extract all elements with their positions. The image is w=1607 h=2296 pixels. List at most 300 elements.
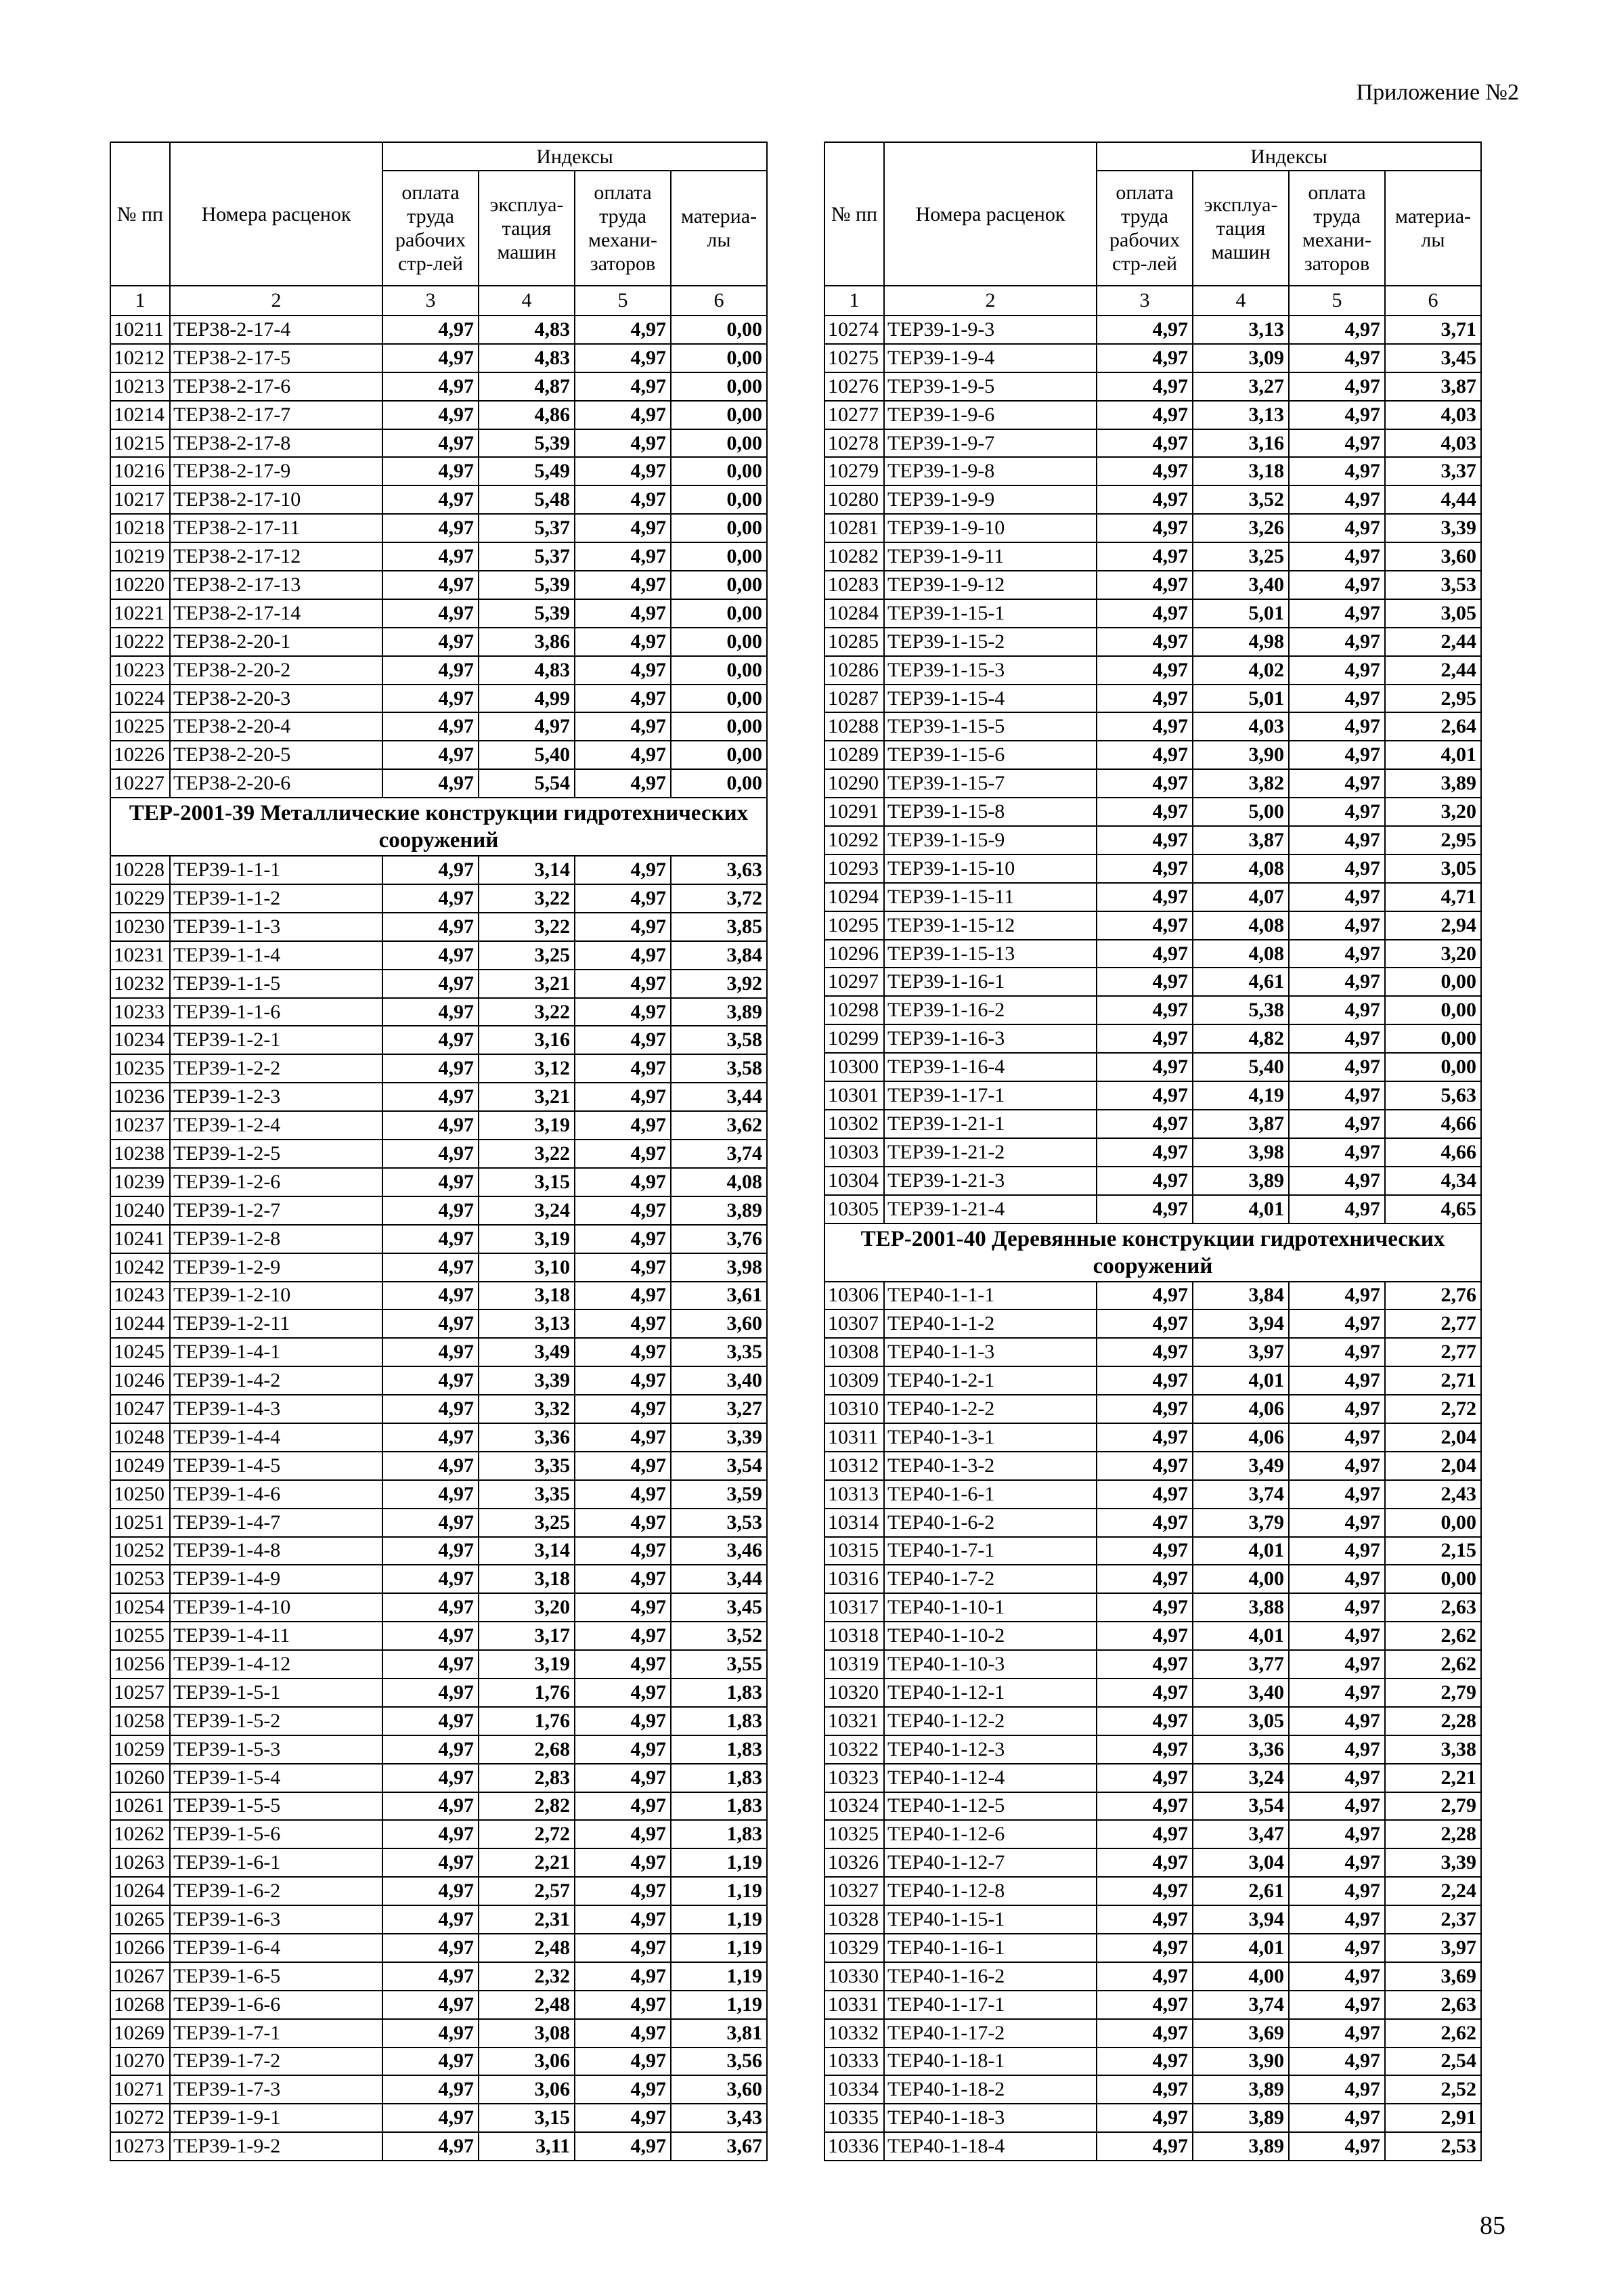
labor-index-cell: 4,97 <box>382 970 479 998</box>
row-number-cell: 10267 <box>110 1962 170 1991</box>
table-row <box>110 1764 767 1792</box>
mechanics-index-cell: 4,97 <box>575 1366 671 1395</box>
labor-index-cell: 4,97 <box>382 685 479 713</box>
materials-index-cell: 1,83 <box>671 1678 767 1707</box>
row-number-cell: 10269 <box>110 2019 170 2048</box>
table-row <box>824 1877 1481 1905</box>
labor-index-cell: 4,97 <box>1097 316 1193 344</box>
rate-code-cell: ТЕР38-2-17-5 <box>170 344 382 372</box>
mechanics-index-cell: 4,97 <box>575 769 671 798</box>
materials-index-cell: 3,60 <box>671 1309 767 1338</box>
materials-index-cell: 3,45 <box>671 1593 767 1622</box>
table-row <box>824 1081 1481 1110</box>
machines-index-cell: 3,18 <box>479 1282 575 1310</box>
materials-index-cell: 3,52 <box>671 1622 767 1650</box>
rate-code-cell: ТЕР39-1-2-8 <box>170 1225 382 1253</box>
row-number-cell: 10226 <box>110 741 170 769</box>
row-number-cell: 10315 <box>824 1537 884 1565</box>
rate-code-cell: ТЕР40-1-16-1 <box>884 1934 1097 1962</box>
table-row <box>824 1110 1481 1138</box>
labor-index-cell: 4,97 <box>1097 798 1193 826</box>
rate-code-cell: ТЕР40-1-12-6 <box>884 1820 1097 1848</box>
materials-index-cell: 3,58 <box>671 1026 767 1054</box>
labor-index-cell: 4,97 <box>382 401 479 429</box>
table-row <box>824 685 1481 713</box>
row-number-cell: 10244 <box>110 1309 170 1338</box>
machines-index-cell: 2,82 <box>479 1792 575 1821</box>
rate-code-cell: ТЕР39-1-4-8 <box>170 1537 382 1565</box>
rate-code-cell: ТЕР39-1-4-5 <box>170 1452 382 1480</box>
rate-code-cell: ТЕР40-1-10-2 <box>884 1622 1097 1650</box>
table-row <box>110 1848 767 1877</box>
table-row <box>110 514 767 542</box>
mechanics-index-cell: 4,97 <box>1289 1905 1385 1934</box>
table-row <box>824 1138 1481 1167</box>
table-row <box>824 1962 1481 1991</box>
labor-index-cell: 4,97 <box>382 1537 479 1565</box>
materials-index-cell: 3,55 <box>671 1650 767 1678</box>
table-row <box>110 599 767 628</box>
table-row <box>824 542 1481 571</box>
row-number-cell: 10294 <box>824 883 884 911</box>
rate-code-cell: ТЕР39-1-15-1 <box>884 599 1097 628</box>
table-row <box>824 1593 1481 1622</box>
machines-index-cell: 3,74 <box>1193 1991 1289 2019</box>
machines-index-cell: 3,19 <box>479 1111 575 1140</box>
mechanics-index-cell: 4,97 <box>1289 1848 1385 1877</box>
table-row <box>110 741 767 769</box>
labor-index-cell: 4,97 <box>1097 656 1193 685</box>
mechanics-index-cell: 4,97 <box>575 1593 671 1622</box>
labor-index-cell: 4,97 <box>382 1026 479 1054</box>
mechanics-index-cell: 4,97 <box>575 1509 671 1537</box>
rate-code-cell: ТЕР40-1-17-2 <box>884 2019 1097 2048</box>
table-row <box>110 685 767 713</box>
rate-code-cell: ТЕР38-2-17-10 <box>170 485 382 514</box>
row-number-cell: 10290 <box>824 769 884 798</box>
mechanics-index-cell: 4,97 <box>575 1934 671 1962</box>
mechanics-index-cell: 4,97 <box>1289 1395 1385 1423</box>
machines-index-cell: 3,39 <box>479 1366 575 1395</box>
row-number-cell: 10235 <box>110 1054 170 1083</box>
rate-code-cell: ТЕР40-1-2-2 <box>884 1395 1097 1423</box>
machines-index-cell: 3,32 <box>479 1395 575 1423</box>
mechanics-index-cell: 4,97 <box>1289 1764 1385 1792</box>
machines-index-cell: 3,88 <box>1193 1593 1289 1622</box>
labor-index-cell: 4,97 <box>382 457 479 485</box>
rate-code-cell: ТЕР38-2-20-1 <box>170 628 382 656</box>
machines-index-cell: 4,19 <box>1193 1081 1289 1110</box>
labor-index-cell: 4,97 <box>1097 514 1193 542</box>
table-row <box>110 1253 767 1282</box>
table-row <box>824 372 1481 401</box>
materials-index-cell: 3,38 <box>1385 1735 1481 1764</box>
materials-index-cell: 2,79 <box>1385 1792 1481 1821</box>
machines-index-cell: 4,02 <box>1193 656 1289 685</box>
materials-index-cell: 2,44 <box>1385 656 1481 685</box>
labor-index-cell: 4,97 <box>1097 2019 1193 2048</box>
mechanics-index-cell: 4,97 <box>1289 1110 1385 1138</box>
table-row <box>110 998 767 1026</box>
table-row <box>824 1195 1481 1223</box>
table-row <box>110 372 767 401</box>
materials-index-cell: 2,77 <box>1385 1338 1481 1366</box>
row-number-cell: 10222 <box>110 628 170 656</box>
labor-index-cell: 4,97 <box>382 571 479 599</box>
row-number-cell: 10303 <box>824 1138 884 1167</box>
mechanics-index-cell: 4,97 <box>1289 1167 1385 1195</box>
table-row <box>824 911 1481 940</box>
rate-code-cell: ТЕР39-1-1-1 <box>170 856 382 884</box>
machines-index-cell: 3,49 <box>1193 1452 1289 1480</box>
rate-code-cell: ТЕР38-2-17-14 <box>170 599 382 628</box>
row-number-cell: 10250 <box>110 1480 170 1509</box>
materials-index-cell: 2,43 <box>1385 1480 1481 1509</box>
labor-index-cell: 4,97 <box>382 884 479 913</box>
rate-code-cell: ТЕР40-1-12-2 <box>884 1707 1097 1735</box>
row-number-cell: 10319 <box>824 1650 884 1678</box>
table-row <box>110 1707 767 1735</box>
materials-index-cell: 0,00 <box>671 656 767 685</box>
column-number: 4 <box>479 286 575 316</box>
rate-code-cell: ТЕР39-1-4-6 <box>170 1480 382 1509</box>
row-number-cell: 10299 <box>824 1024 884 1053</box>
row-number-cell: 10286 <box>824 656 884 685</box>
labor-index-cell: 4,97 <box>382 1905 479 1934</box>
machines-index-cell: 3,40 <box>1193 1678 1289 1707</box>
labor-index-cell: 4,97 <box>382 1991 479 2019</box>
rate-code-cell: ТЕР39-1-4-10 <box>170 1593 382 1622</box>
labor-index-cell: 4,97 <box>1097 1509 1193 1537</box>
materials-index-cell: 3,54 <box>671 1452 767 1480</box>
machines-index-cell: 3,25 <box>1193 542 1289 571</box>
machines-index-cell: 3,36 <box>479 1423 575 1452</box>
machines-index-cell: 5,38 <box>1193 996 1289 1024</box>
table-row <box>824 1024 1481 1053</box>
labor-index-cell: 4,97 <box>1097 1820 1193 1848</box>
row-number-cell: 10312 <box>824 1452 884 1480</box>
header-mech: оплата труда механи-заторов <box>1289 171 1385 286</box>
labor-index-cell: 4,97 <box>1097 1735 1193 1764</box>
mechanics-index-cell: 4,97 <box>1289 514 1385 542</box>
mechanics-index-cell: 4,97 <box>1289 1138 1385 1167</box>
rate-code-cell: ТЕР40-1-3-2 <box>884 1452 1097 1480</box>
materials-index-cell: 1,19 <box>671 1848 767 1877</box>
labor-index-cell: 4,97 <box>1097 911 1193 940</box>
machines-index-cell: 3,08 <box>479 2019 575 2048</box>
mechanics-index-cell: 4,97 <box>575 998 671 1026</box>
mechanics-index-cell: 4,97 <box>575 1565 671 1593</box>
rate-code-cell: ТЕР39-1-6-2 <box>170 1877 382 1905</box>
rate-code-cell: ТЕР40-1-18-4 <box>884 2132 1097 2161</box>
row-number-cell: 10332 <box>824 2019 884 2048</box>
labor-index-cell: 4,97 <box>1097 1537 1193 1565</box>
mechanics-index-cell: 4,97 <box>575 1848 671 1877</box>
rate-code-cell: ТЕР39-1-4-3 <box>170 1395 382 1423</box>
row-number-cell: 10288 <box>824 712 884 741</box>
materials-index-cell: 0,00 <box>671 571 767 599</box>
row-number-cell: 10280 <box>824 485 884 514</box>
rate-code-cell: ТЕР40-1-12-4 <box>884 1764 1097 1792</box>
header-materials: материа-лы <box>671 171 767 286</box>
rate-code-cell: ТЕР39-1-6-5 <box>170 1962 382 1991</box>
rate-code-cell: ТЕР39-1-9-4 <box>884 344 1097 372</box>
labor-index-cell: 4,97 <box>1097 1024 1193 1053</box>
row-number-cell: 10242 <box>110 1253 170 1282</box>
table-row <box>110 913 767 941</box>
table-row <box>824 2104 1481 2132</box>
labor-index-cell: 4,97 <box>1097 2132 1193 2161</box>
table-row <box>110 1537 767 1565</box>
rate-code-cell: ТЕР40-1-3-1 <box>884 1423 1097 1452</box>
table-row <box>824 628 1481 656</box>
machines-index-cell: 3,12 <box>479 1054 575 1083</box>
labor-index-cell: 4,97 <box>382 741 479 769</box>
mechanics-index-cell: 4,97 <box>575 1395 671 1423</box>
table-row <box>110 1622 767 1650</box>
machines-index-cell: 3,04 <box>1193 1848 1289 1877</box>
machines-index-cell: 3,35 <box>479 1452 575 1480</box>
materials-index-cell: 3,05 <box>1385 599 1481 628</box>
row-number-cell: 10335 <box>824 2104 884 2132</box>
row-number-cell: 10308 <box>824 1338 884 1366</box>
column-number: 2 <box>884 286 1097 316</box>
machines-index-cell: 3,90 <box>1193 741 1289 769</box>
materials-index-cell: 0,00 <box>1385 1565 1481 1593</box>
row-number-cell: 10279 <box>824 457 884 485</box>
materials-index-cell: 0,00 <box>671 457 767 485</box>
materials-index-cell: 0,00 <box>671 401 767 429</box>
row-number-cell: 10306 <box>824 1282 884 1310</box>
materials-index-cell: 0,00 <box>671 485 767 514</box>
rate-code-cell: ТЕР39-1-1-4 <box>170 941 382 970</box>
mechanics-index-cell: 4,97 <box>1289 1366 1385 1395</box>
machines-index-cell: 3,98 <box>1193 1138 1289 1167</box>
mechanics-index-cell: 4,97 <box>575 1253 671 1282</box>
labor-index-cell: 4,97 <box>1097 712 1193 741</box>
machines-index-cell: 3,14 <box>479 1537 575 1565</box>
rate-code-cell: ТЕР40-1-6-1 <box>884 1480 1097 1509</box>
rate-code-cell: ТЕР40-1-18-3 <box>884 2104 1097 2132</box>
mechanics-index-cell: 4,97 <box>575 712 671 741</box>
mechanics-index-cell: 4,97 <box>1289 571 1385 599</box>
rate-code-cell: ТЕР40-1-12-3 <box>884 1735 1097 1764</box>
materials-index-cell: 3,45 <box>1385 344 1481 372</box>
rate-code-cell: ТЕР39-1-15-3 <box>884 656 1097 685</box>
table-row <box>824 1650 1481 1678</box>
labor-index-cell: 4,97 <box>382 316 479 344</box>
materials-index-cell: 1,83 <box>671 1792 767 1821</box>
mechanics-index-cell: 4,97 <box>1289 2104 1385 2132</box>
materials-index-cell: 2,62 <box>1385 2019 1481 2048</box>
mechanics-index-cell: 4,97 <box>1289 1792 1385 1821</box>
table-row <box>110 1225 767 1253</box>
mechanics-index-cell: 4,97 <box>1289 542 1385 571</box>
mechanics-index-cell: 4,97 <box>1289 1650 1385 1678</box>
table-row <box>824 316 1481 344</box>
materials-index-cell: 2,28 <box>1385 1820 1481 1848</box>
labor-index-cell: 4,97 <box>1097 429 1193 458</box>
rate-code-cell: ТЕР39-1-9-10 <box>884 514 1097 542</box>
table-row <box>110 1054 767 1083</box>
table-row <box>824 2075 1481 2104</box>
rate-code-cell: ТЕР40-1-18-2 <box>884 2075 1097 2104</box>
mechanics-index-cell: 4,97 <box>575 2104 671 2132</box>
row-number-cell: 10229 <box>110 884 170 913</box>
rate-code-cell: ТЕР38-2-20-3 <box>170 685 382 713</box>
labor-index-cell: 4,97 <box>382 1054 479 1083</box>
materials-index-cell: 5,63 <box>1385 1081 1481 1110</box>
row-number-cell: 10232 <box>110 970 170 998</box>
rate-code-cell: ТЕР39-1-2-11 <box>170 1309 382 1338</box>
table-row <box>824 1622 1481 1650</box>
rate-code-cell: ТЕР40-1-7-2 <box>884 1565 1097 1593</box>
materials-index-cell: 3,40 <box>671 1366 767 1395</box>
header-code: Номера расценок <box>884 142 1097 286</box>
machines-index-cell: 3,36 <box>1193 1735 1289 1764</box>
labor-index-cell: 4,97 <box>382 542 479 571</box>
machines-index-cell: 1,76 <box>479 1707 575 1735</box>
table-row <box>824 485 1481 514</box>
row-number-cell: 10328 <box>824 1905 884 1934</box>
materials-index-cell: 0,00 <box>671 344 767 372</box>
labor-index-cell: 4,97 <box>1097 685 1193 713</box>
table-row <box>824 712 1481 741</box>
row-number-cell: 10270 <box>110 2048 170 2076</box>
row-number-cell: 10309 <box>824 1366 884 1395</box>
labor-index-cell: 4,97 <box>1097 1423 1193 1452</box>
materials-index-cell: 3,63 <box>671 856 767 884</box>
labor-index-cell: 4,97 <box>1097 1565 1193 1593</box>
machines-index-cell: 5,49 <box>479 457 575 485</box>
column-number: 6 <box>1385 286 1481 316</box>
table-row <box>110 1593 767 1622</box>
mechanics-index-cell: 4,97 <box>1289 1991 1385 2019</box>
header-indices: Индексы <box>382 142 767 171</box>
machines-index-cell: 3,14 <box>479 856 575 884</box>
row-number-cell: 10295 <box>824 911 884 940</box>
rates-table-right <box>824 142 1482 2161</box>
machines-index-cell: 3,27 <box>1193 372 1289 401</box>
machines-index-cell: 3,22 <box>479 884 575 913</box>
mechanics-index-cell: 4,97 <box>575 2075 671 2104</box>
materials-index-cell: 3,53 <box>1385 571 1481 599</box>
machines-index-cell: 4,08 <box>1193 854 1289 883</box>
materials-index-cell: 0,00 <box>1385 1509 1481 1537</box>
row-number-cell: 10300 <box>824 1053 884 1081</box>
table-row <box>110 1962 767 1991</box>
labor-index-cell: 4,97 <box>1097 344 1193 372</box>
row-number-cell: 10282 <box>824 542 884 571</box>
materials-index-cell: 2,72 <box>1385 1395 1481 1423</box>
mechanics-index-cell: 4,97 <box>575 1962 671 1991</box>
mechanics-index-cell: 4,97 <box>1289 1678 1385 1707</box>
row-number-cell: 10317 <box>824 1593 884 1622</box>
table-row <box>110 2048 767 2076</box>
mechanics-index-cell: 4,97 <box>1289 826 1385 854</box>
materials-index-cell: 1,19 <box>671 1991 767 2019</box>
labor-index-cell: 4,97 <box>382 1962 479 1991</box>
table-row <box>110 1366 767 1395</box>
mechanics-index-cell: 4,97 <box>575 2019 671 2048</box>
header-code: Номера расценок <box>170 142 382 286</box>
labor-index-cell: 4,97 <box>382 1225 479 1253</box>
labor-index-cell: 4,97 <box>382 2104 479 2132</box>
row-number-cell: 10230 <box>110 913 170 941</box>
rate-code-cell: ТЕР39-1-15-2 <box>884 628 1097 656</box>
table-row <box>824 1735 1481 1764</box>
column-number: 4 <box>1193 286 1289 316</box>
rate-code-cell: ТЕР40-1-15-1 <box>884 1905 1097 1934</box>
labor-index-cell: 4,97 <box>1097 1282 1193 1310</box>
materials-index-cell: 3,56 <box>671 2048 767 2076</box>
mechanics-index-cell: 4,97 <box>1289 1622 1385 1650</box>
row-number-cell: 10266 <box>110 1934 170 1962</box>
table-row <box>110 401 767 429</box>
column-number: 6 <box>671 286 767 316</box>
machines-index-cell: 3,47 <box>1193 1820 1289 1848</box>
mechanics-index-cell: 4,97 <box>575 344 671 372</box>
machines-index-cell: 2,21 <box>479 1848 575 1877</box>
materials-index-cell: 3,84 <box>671 941 767 970</box>
mechanics-index-cell: 4,97 <box>575 884 671 913</box>
mechanics-index-cell: 4,97 <box>1289 429 1385 458</box>
mechanics-index-cell: 4,97 <box>1289 1537 1385 1565</box>
row-number-cell: 10289 <box>824 741 884 769</box>
table-row <box>110 485 767 514</box>
rate-code-cell: ТЕР39-1-21-4 <box>884 1195 1097 1223</box>
rate-code-cell: ТЕР39-1-4-11 <box>170 1622 382 1650</box>
row-number-cell: 10275 <box>824 344 884 372</box>
materials-index-cell: 2,71 <box>1385 1366 1481 1395</box>
machines-index-cell: 3,49 <box>479 1338 575 1366</box>
machines-index-cell: 3,89 <box>1193 2075 1289 2104</box>
machines-index-cell: 4,86 <box>479 401 575 429</box>
machines-index-cell: 3,89 <box>1193 2104 1289 2132</box>
mechanics-index-cell: 4,97 <box>1289 1309 1385 1338</box>
column-number: 3 <box>1097 286 1193 316</box>
rate-code-cell: ТЕР39-1-5-6 <box>170 1820 382 1848</box>
mechanics-index-cell: 4,97 <box>575 941 671 970</box>
mechanics-index-cell: 4,97 <box>1289 401 1385 429</box>
machines-index-cell: 4,01 <box>1193 1195 1289 1223</box>
machines-index-cell: 3,21 <box>479 1083 575 1111</box>
row-number-cell: 10281 <box>824 514 884 542</box>
mechanics-index-cell: 4,97 <box>575 599 671 628</box>
rate-code-cell: ТЕР39-1-21-1 <box>884 1110 1097 1138</box>
labor-index-cell: 4,97 <box>382 1848 479 1877</box>
labor-index-cell: 4,97 <box>382 1309 479 1338</box>
labor-index-cell: 4,97 <box>382 344 479 372</box>
labor-index-cell: 4,97 <box>382 1452 479 1480</box>
labor-index-cell: 4,97 <box>1097 1622 1193 1650</box>
materials-index-cell: 3,27 <box>671 1395 767 1423</box>
materials-index-cell: 1,19 <box>671 1962 767 1991</box>
table-row <box>110 1905 767 1934</box>
machines-index-cell: 4,01 <box>1193 1934 1289 1962</box>
labor-index-cell: 4,97 <box>382 998 479 1026</box>
row-number-cell: 10251 <box>110 1509 170 1537</box>
mechanics-index-cell: 4,97 <box>575 1792 671 1821</box>
machines-index-cell: 3,26 <box>1193 514 1289 542</box>
table-row <box>824 1282 1481 1310</box>
labor-index-cell: 4,97 <box>1097 542 1193 571</box>
row-number-cell: 10331 <box>824 1991 884 2019</box>
rate-code-cell: ТЕР38-2-20-5 <box>170 741 382 769</box>
machines-index-cell: 4,08 <box>1193 940 1289 968</box>
mechanics-index-cell: 4,97 <box>575 316 671 344</box>
mechanics-index-cell: 4,97 <box>1289 712 1385 741</box>
